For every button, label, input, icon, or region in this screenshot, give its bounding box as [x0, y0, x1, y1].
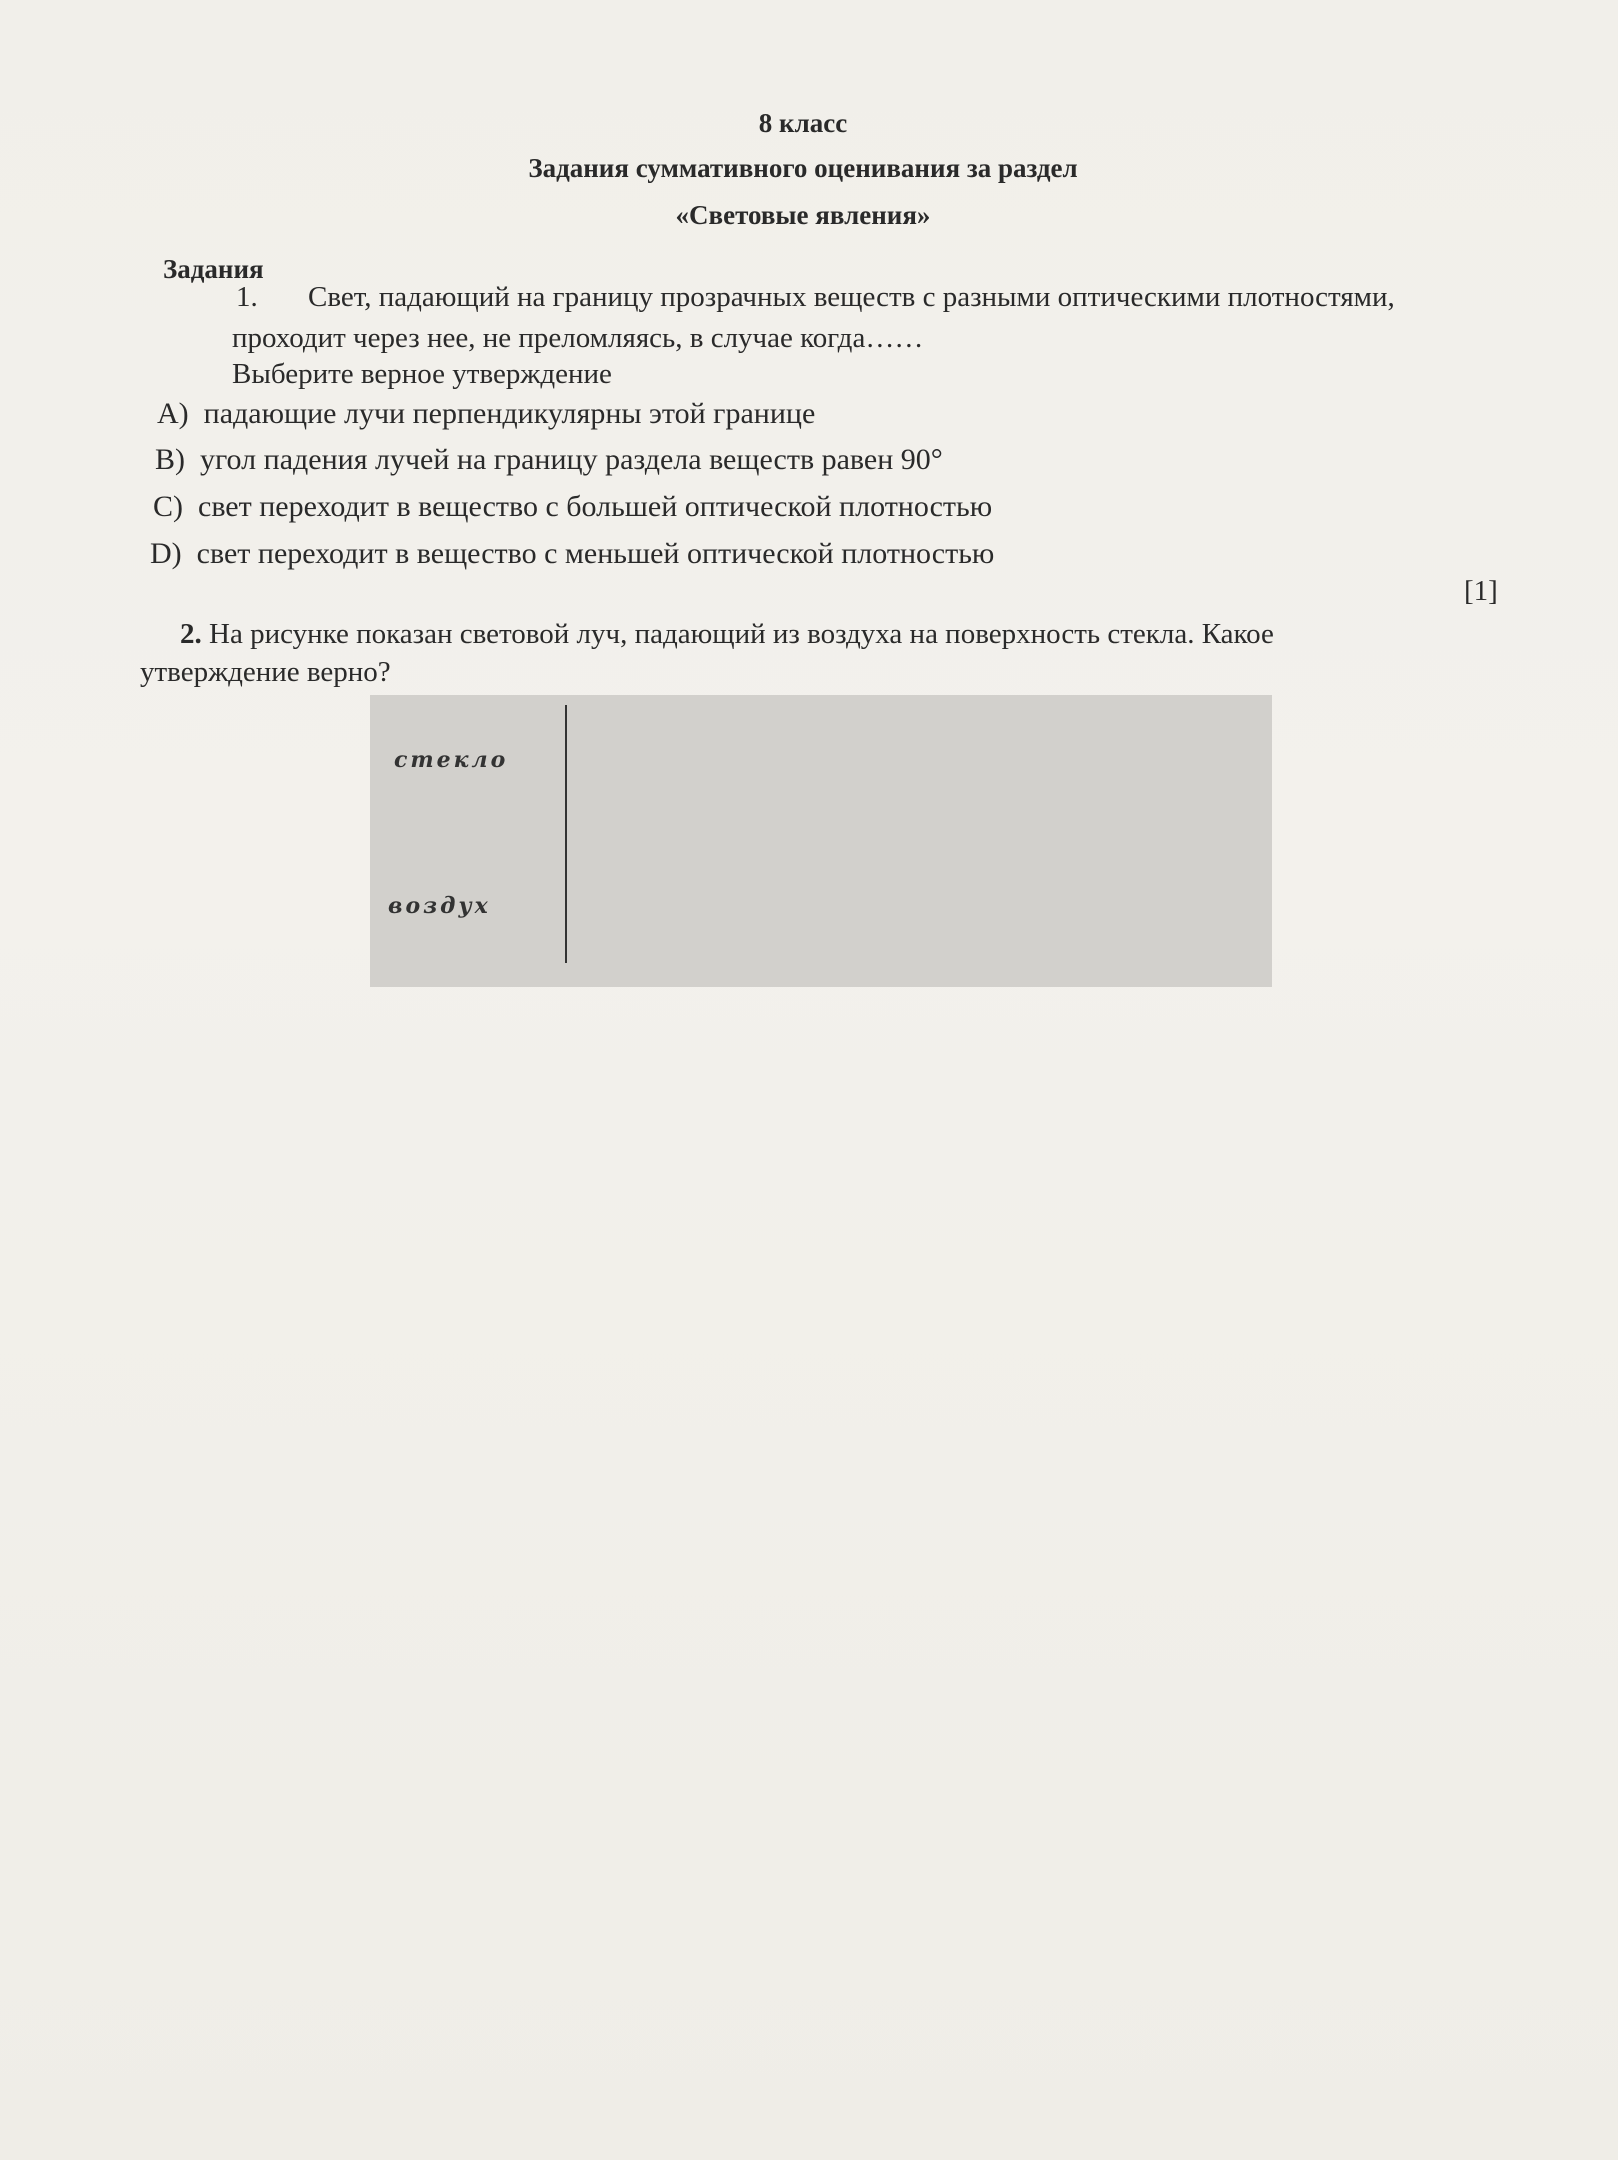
- q1-option-c: C) свет переходит в вещество с большей оптической плотностью: [153, 490, 993, 523]
- air-label: воздух: [388, 893, 491, 919]
- refraction-diagram: [370, 695, 1272, 987]
- q1-option-b: B) угол падения лучей на границу раздела веществ равен 90°: [155, 443, 943, 476]
- section-title: «Световые явления»: [675, 200, 931, 230]
- grade-heading: 8 класс: [758, 108, 848, 138]
- q1-line2: проходит через нее, не преломляясь, в случае когда……: [232, 322, 924, 354]
- q1-score: [1]: [1464, 575, 1498, 607]
- q1-option-a: A) падающие лучи перпендикулярны этой границе: [157, 397, 816, 430]
- refraction-figure: [370, 695, 1272, 987]
- q1-option-d: D) свет переходит в вещество с меньшей оптической плотностью: [150, 537, 995, 570]
- q1-line3: Выберите верное утверждение: [232, 358, 612, 390]
- glass-label: стекло: [394, 747, 509, 773]
- assessment-title: Задания суммативного оценивания за раздел: [528, 153, 1078, 183]
- q1-line1: Свет, падающий на границу прозрачных веществ с разными оптическими плотностями,: [308, 281, 1395, 313]
- tasks-label: Задания: [163, 254, 264, 284]
- q2-line2: утверждение верно?: [140, 656, 391, 688]
- q1-number: 1.: [236, 281, 258, 313]
- q2-line1: 2. На рисунке показан световой луч, падающий из воздуха на поверхность стекла. Какое: [180, 618, 1274, 650]
